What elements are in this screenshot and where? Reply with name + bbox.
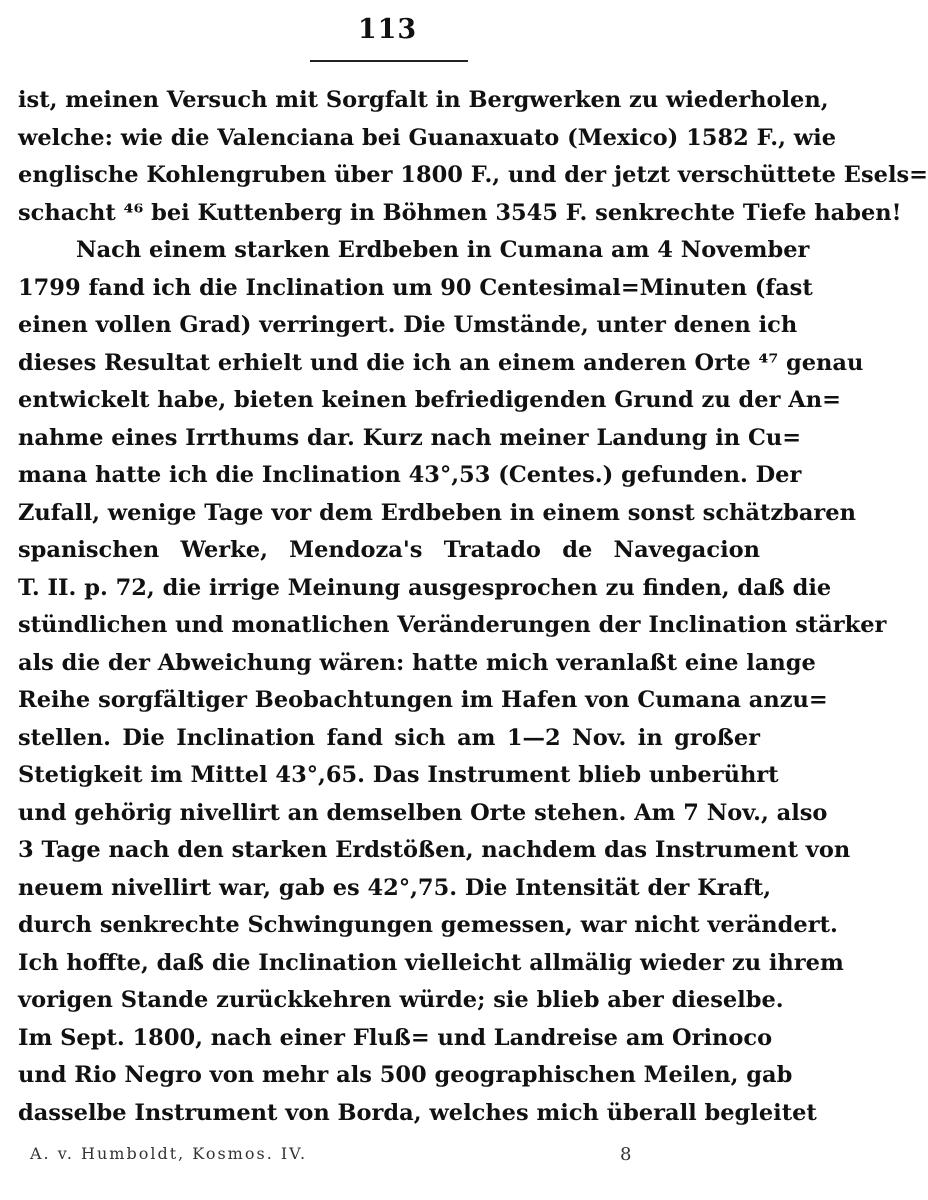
text-line: dasselbe Instrument von Borda, welches mich überall begleitet xyxy=(18,1099,817,1126)
body-text xyxy=(18,82,928,1132)
footer-signature: A. v. Humboldt, Kosmos. IV. xyxy=(30,1144,308,1163)
header-rule xyxy=(310,60,468,62)
text-line: Ich hoffte, daß die Inclination vielleicht allmälig wieder zu ihrem xyxy=(18,949,844,976)
text-line: und gehörig nivellirt an demselben Orte stehen. Am 7 Nov., also xyxy=(18,799,828,826)
page-footer xyxy=(30,1144,750,1174)
text-line: englische Kohlengruben über 1800 F., und der jetzt verschüttete Esels= xyxy=(18,162,928,188)
text-line: nahme eines Irrthums dar. Kurz nach meiner Landung in Cu= xyxy=(18,424,802,451)
text-line: dieses Resultat erhielt und die ich an einem anderen Orte ⁴⁷ genau xyxy=(18,349,864,376)
text-line: einen vollen Grad) verringert. Die Umstände, unter denen ich xyxy=(18,312,798,338)
text-line: Stetigkeit im Mittel 43°,65. Das Instrument blieb unberührt xyxy=(18,762,779,788)
text-line: 3 Tage nach den starken Erdstößen, nachdem das Instrument von xyxy=(18,837,851,863)
text-line: T. II. p. 72, die irrige Meinung ausgesprochen zu finden, daß die xyxy=(18,574,832,601)
text-line: mana hatte ich die Inclination 43°,53 (Centes.) gefunden. Der xyxy=(18,462,802,488)
footer-sheet-number: 8 xyxy=(620,1144,632,1165)
text-line: ist, meinen Versuch mit Sorgfalt in Bergwerken zu wiederholen, xyxy=(18,87,829,113)
text-line: als die der Abweichung wären: hatte mich veranlaßt eine lange xyxy=(18,649,816,676)
text-line: Im Sept. 1800, nach einer Fluß= und Landreise am Orinoco xyxy=(18,1024,773,1051)
text-line: schacht ⁴⁶ bei Kuttenberg in Böhmen 3545 F. senkrechte Tiefe haben! xyxy=(18,199,902,226)
text-line: welche: wie die Valenciana bei Guanaxuato (Mexico) 1582 F., wie xyxy=(18,124,837,151)
text-line: neuem nivellirt war, gab es 42°,75. Die Intensität der Kraft, xyxy=(18,874,772,901)
text-line: stündlichen und monatlichen Veränderungen der Inclination stärker xyxy=(18,612,887,638)
text-line: vorigen Stande zurückkehren würde; sie blieb aber dieselbe. xyxy=(18,987,784,1013)
text-line: Zufall, wenige Tage vor dem Erdbeben in einem sonst schätzbaren xyxy=(18,499,856,526)
page-number: 113 xyxy=(357,14,418,45)
text-line: stellen. Die Inclination fand sich am 1—2 Nov. in großer xyxy=(18,724,760,751)
text-line: entwickelt habe, bieten keinen befriedigenden Grund zu der An= xyxy=(18,387,841,413)
text-line: spanischen Werke, Mendoza's Tratado de Navegacion xyxy=(18,537,760,563)
text-line: durch senkrechte Schwingungen gemessen, war nicht verändert. xyxy=(18,912,838,938)
text-line: Nach einem starken Erdbeben in Cumana am 4 November xyxy=(76,237,810,263)
text-line: 1799 fand ich die Inclination um 90 Centesimal=Minuten (fast xyxy=(18,274,813,301)
text-line: Reihe sorgfältiger Beobachtungen im Hafen von Cumana anzu= xyxy=(18,687,828,713)
text-line: und Rio Negro von mehr als 500 geographischen Meilen, gab xyxy=(18,1062,793,1088)
